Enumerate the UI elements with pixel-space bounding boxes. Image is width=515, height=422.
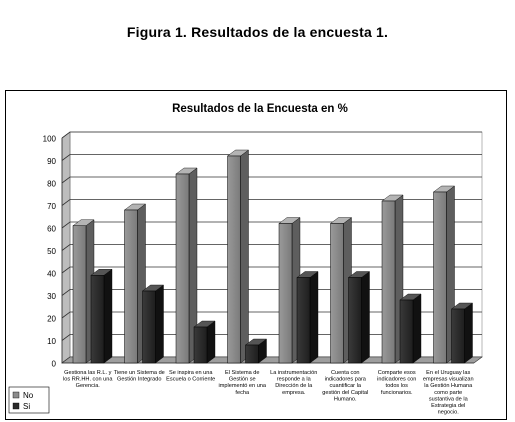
bar-no — [176, 174, 189, 363]
bar-side-si — [156, 285, 164, 363]
y-tick-label: 90 — [47, 157, 56, 166]
y-tick-label: 100 — [42, 134, 56, 144]
x-tick-label: La instrumentación responde a la Dirección de la empresa. — [270, 370, 318, 396]
bar-side-si — [465, 303, 473, 363]
bar-side-si — [104, 269, 112, 363]
y-tick-label: 20 — [47, 314, 56, 324]
bar-no — [434, 192, 447, 363]
x-tick-label: Gestiona las R.L. y los RR.HH. con una Gerencia. — [63, 370, 113, 390]
bar-si — [452, 309, 465, 363]
y-tick-label: 40 — [47, 269, 56, 279]
bar-side-si — [413, 294, 421, 363]
bar-si — [297, 278, 310, 364]
y-tick-label: 70 — [47, 202, 56, 211]
chart-frame — [5, 90, 507, 420]
bar-si — [91, 275, 104, 363]
legend-swatch-no — [13, 392, 19, 398]
bar-si — [246, 345, 259, 363]
bar-side-si — [362, 272, 370, 364]
bar-side-no — [241, 150, 249, 363]
bar-no — [228, 156, 241, 363]
bar-si — [143, 291, 156, 363]
bar-chart — [6, 91, 508, 421]
x-tick-label: Comparte esos indicadores con todos los funcionarios. — [377, 370, 417, 396]
y-tick-label: 30 — [47, 292, 56, 301]
bar-no — [279, 224, 292, 364]
bar-side-si — [310, 272, 318, 364]
x-tick-label: El Sistema de Gestión se implementó en una fecha — [218, 370, 267, 396]
legend-label-no: No — [23, 391, 34, 400]
bar-si — [194, 327, 207, 363]
bar-si — [400, 300, 413, 363]
y-tick-label: 50 — [47, 247, 56, 256]
bar-no — [73, 226, 86, 363]
y-tick-label: 60 — [47, 224, 56, 234]
y-tick-label: 80 — [47, 179, 56, 189]
x-tick-label: Tiene un Sistema de Gestión Integrado — [113, 370, 165, 383]
bar-no — [331, 224, 344, 364]
x-tick-label: Cuenta con indicadores para cuantificar la gestión del Capital Humano. — [322, 370, 369, 403]
y-tick-label: 10 — [47, 337, 56, 346]
bar-no — [382, 201, 395, 363]
figure-caption: Figura 1. Resultados de la encuesta 1. — [126, 24, 389, 40]
bar-side-si — [207, 321, 215, 363]
legend-swatch-si — [13, 403, 19, 409]
x-tick-label: Se inspira en una Escuela o Corriente — [166, 370, 216, 383]
legend-label-si: Si — [23, 402, 31, 411]
bar-no — [125, 210, 138, 363]
bar-si — [349, 278, 362, 364]
chart-title: Resultados de la Encuesta en % — [172, 103, 348, 115]
y-tick-label: 0 — [51, 359, 56, 369]
x-tick-label: En el Uruguay las empresas visualizan la Gestión Humana como parte sustantiva de la Estrategia del negocio. — [422, 370, 474, 416]
